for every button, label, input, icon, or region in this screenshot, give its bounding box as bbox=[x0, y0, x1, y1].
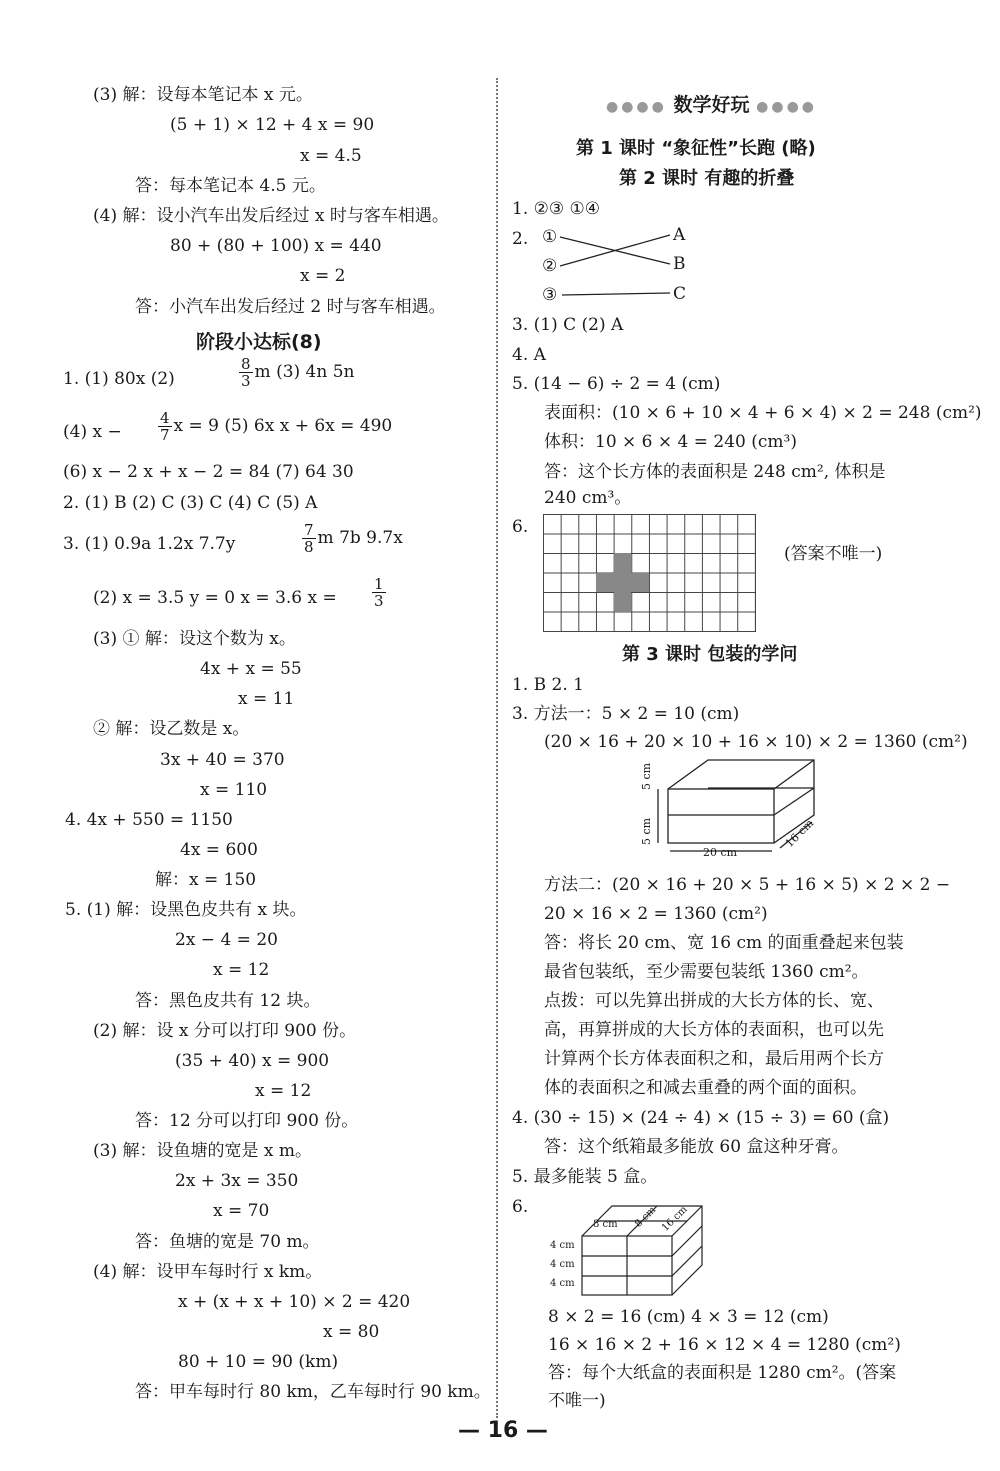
right-line: 2. bbox=[512, 229, 529, 249]
match-line-2-a bbox=[560, 235, 670, 266]
fraction-7-8: $\frac{7}{8}$ m 7b 9.7x bbox=[304, 521, 403, 556]
right-line: 答：每个大纸盒的表面积是 1280 cm²。(答案 bbox=[548, 1363, 897, 1383]
stage-test-heading: 阶段小达标(8) bbox=[196, 331, 322, 353]
left-line: 4x + x = 55 bbox=[200, 659, 302, 679]
left-line: (2) 解：设 x 分可以打印 900 份。 bbox=[93, 1021, 357, 1041]
dots-decor-right: ●●●● bbox=[756, 99, 818, 115]
left-line: x = 80 bbox=[323, 1322, 380, 1342]
left-line: x + (x + x + 10) × 2 = 420 bbox=[178, 1292, 411, 1312]
left-line: (6) x − 2 x + x − 2 = 84 (7) 64 30 bbox=[63, 462, 354, 482]
left-line: (4) 解：设甲车每时行 x km。 bbox=[93, 1262, 323, 1282]
volume-line: 体积：10 × 6 × 4 = 240 (cm³) bbox=[544, 432, 797, 452]
left-line: x = 2 bbox=[300, 266, 346, 286]
lesson3-heading: 第 3 课时 包装的学问 bbox=[622, 644, 798, 665]
right-line: 4. A bbox=[512, 345, 546, 365]
right-line: (20 × 16 + 20 × 10 + 16 × 10) × 2 = 1360 (cm²) bbox=[544, 732, 968, 752]
right-line: 8 × 2 = 16 (cm) 4 × 3 = 12 (cm) bbox=[548, 1307, 829, 1327]
match-left-2: ② bbox=[542, 256, 558, 276]
right-line: 体的表面积之和减去重叠的两个面的面积。 bbox=[544, 1078, 867, 1098]
left-line: x = 110 bbox=[200, 780, 268, 800]
right-line: 1. B 2. 1 bbox=[512, 675, 584, 695]
left-line: x = 12 bbox=[213, 960, 270, 980]
right-line: 高，再算拼成的大长方体的表面积，也可以先 bbox=[544, 1020, 884, 1040]
left-line: (4) 解：设小汽车出发后经过 x 时与客车相遇。 bbox=[93, 206, 449, 226]
left-line: 答：每本笔记本 4.5 元。 bbox=[135, 176, 326, 196]
right-line: 答：将长 20 cm、宽 16 cm 的面重叠起来包装 bbox=[544, 933, 904, 953]
left-line: 5. (1) 解：设黑色皮共有 x 块。 bbox=[65, 900, 307, 920]
left-line: 1. (1) 80x (2) bbox=[63, 369, 175, 389]
left-line: (3) ① 解：设这个数为 x。 bbox=[93, 629, 296, 649]
fraction-1-3: $\frac{1}{3}$ bbox=[374, 575, 384, 610]
match-right-c: C bbox=[673, 284, 687, 304]
left-line: (5 + 1) × 12 + 4 x = 90 bbox=[170, 115, 375, 135]
left-line: x = 4.5 bbox=[300, 146, 362, 166]
box1-length: 20 cm bbox=[703, 846, 738, 859]
left-line: (3) 解：设鱼塘的宽是 x m。 bbox=[93, 1141, 312, 1161]
left-line: 2. (1) B (2) C (3) C (4) C (5) A bbox=[63, 493, 318, 513]
right-line: 5. (14 − 6) ÷ 2 = 4 (cm) bbox=[512, 374, 721, 394]
box1-height-2: 5 cm bbox=[640, 817, 653, 845]
box2-top-2: 8 cm bbox=[633, 1204, 659, 1230]
shaded-cell bbox=[596, 573, 649, 593]
right-line: 3. 方法一：5 × 2 = 10 (cm) bbox=[512, 704, 740, 724]
left-line: 答：鱼塘的宽是 70 m。 bbox=[135, 1232, 320, 1252]
box2-side-3: 4 cm bbox=[550, 1278, 575, 1289]
right-line: 计算两个长方体表面积之和，最后用两个长方 bbox=[544, 1049, 884, 1069]
match-left-3: ③ bbox=[542, 285, 558, 305]
right-line: 6. bbox=[512, 517, 529, 537]
left-line: (2) x = 3.5 y = 0 x = 3.6 x = bbox=[93, 588, 337, 608]
right-line: 答：这个纸箱最多能放 60 盒这种牙膏。 bbox=[544, 1137, 849, 1157]
box2-side-2: 4 cm bbox=[550, 1259, 575, 1270]
left-line: 答：12 分可以打印 900 份。 bbox=[135, 1111, 359, 1131]
page-number: — 16 — bbox=[458, 1418, 548, 1443]
left-line: (4) x − bbox=[63, 422, 122, 442]
right-line: 答：这个长方体的表面积是 248 cm², 体积是 bbox=[544, 462, 886, 482]
left-line: 答：黑色皮共有 12 块。 bbox=[135, 991, 321, 1011]
box1-width: 16 cm bbox=[782, 816, 817, 851]
left-line: 解：x = 150 bbox=[155, 870, 257, 890]
lesson2-heading: 第 2 课时 有趣的折叠 bbox=[619, 168, 795, 189]
left-line: 3x + 40 = 370 bbox=[160, 750, 285, 770]
right-line: 5. 最多能装 5 盒。 bbox=[512, 1167, 658, 1187]
right-line: 1. ②③ ①④ bbox=[512, 199, 600, 219]
left-line: 4x = 600 bbox=[180, 840, 258, 860]
box2-depth: 16 cm bbox=[660, 1204, 690, 1234]
fraction-8-3: $\frac{8}{3}$ m (3) 4n 5n bbox=[241, 355, 355, 390]
lesson1-heading: 第 1 课时 “象征性”长跑 (略) bbox=[576, 138, 816, 159]
left-line: 2x − 4 = 20 bbox=[175, 930, 278, 950]
shaded-cell bbox=[614, 592, 632, 612]
left-line: x = 12 bbox=[255, 1081, 312, 1101]
left-line: 2x + 3x = 350 bbox=[175, 1171, 299, 1191]
fun-math-title: 数学好玩 bbox=[673, 94, 750, 116]
left-line: 4. 4x + 550 = 1150 bbox=[65, 810, 233, 830]
right-line: 16 × 16 × 2 + 16 × 12 × 4 = 1280 (cm²) bbox=[548, 1335, 901, 1355]
box1-height-1: 5 cm bbox=[640, 762, 653, 790]
shaded-cell bbox=[614, 553, 632, 573]
right-line: 20 × 16 × 2 = 1360 (cm²) bbox=[544, 904, 768, 924]
right-line: 最省包装纸，至少需要包装纸 1360 cm²。 bbox=[544, 962, 869, 982]
left-line: 80 + (80 + 100) x = 440 bbox=[170, 236, 382, 256]
match-line-3-c bbox=[562, 293, 670, 295]
right-line: (答案不唯一) bbox=[784, 544, 883, 564]
left-line: ② 解：设乙数是 x。 bbox=[93, 719, 250, 739]
match-right-a: A bbox=[673, 225, 686, 245]
left-line: x = 11 bbox=[238, 689, 295, 709]
right-line: 不唯一) bbox=[548, 1391, 606, 1411]
fraction-4-7: $\frac{4}{7}$ x = 9 (5) 6x x + 6x = 490 bbox=[160, 409, 393, 444]
right-line: 4. (30 ÷ 15) × (24 ÷ 4) × (15 ÷ 3) = 60 (盒) bbox=[512, 1108, 890, 1128]
box2-side-1: 4 cm bbox=[550, 1240, 575, 1251]
left-line: 答：甲车每时行 80 km，乙车每时行 90 km。 bbox=[135, 1382, 491, 1402]
left-line: (35 + 40) x = 900 bbox=[175, 1051, 330, 1071]
left-line: (3) 解：设每本笔记本 x 元。 bbox=[93, 85, 313, 105]
right-line: 点拨：可以先算出拼成的大长方体的长、宽、 bbox=[544, 991, 884, 1011]
left-line: 答：小汽车出发后经过 2 时与客车相遇。 bbox=[135, 297, 446, 317]
match-left-1: ① bbox=[542, 227, 558, 247]
left-line: 80 + 10 = 90 (km) bbox=[178, 1352, 339, 1372]
surface-area-line: 表面积：(10 × 6 + 10 × 4 + 6 × 4) × 2 = 248 (cm²) bbox=[544, 403, 982, 423]
left-line: x = 70 bbox=[213, 1201, 270, 1221]
right-line: 240 cm³。 bbox=[544, 488, 632, 508]
dots-decor-left: ●●●● bbox=[606, 99, 667, 115]
right-line: 3. (1) C (2) A bbox=[512, 315, 624, 335]
right-line: 6. bbox=[512, 1197, 529, 1217]
left-line: 3. (1) 0.9a 1.2x 7.7y bbox=[63, 534, 236, 554]
match-right-b: B bbox=[673, 254, 686, 274]
box2-top-1: 8 cm bbox=[593, 1219, 618, 1230]
right-line: 方法二：(20 × 16 + 20 × 5 + 16 × 5) × 2 × 2 − bbox=[544, 875, 951, 895]
folding-grid bbox=[543, 514, 756, 632]
